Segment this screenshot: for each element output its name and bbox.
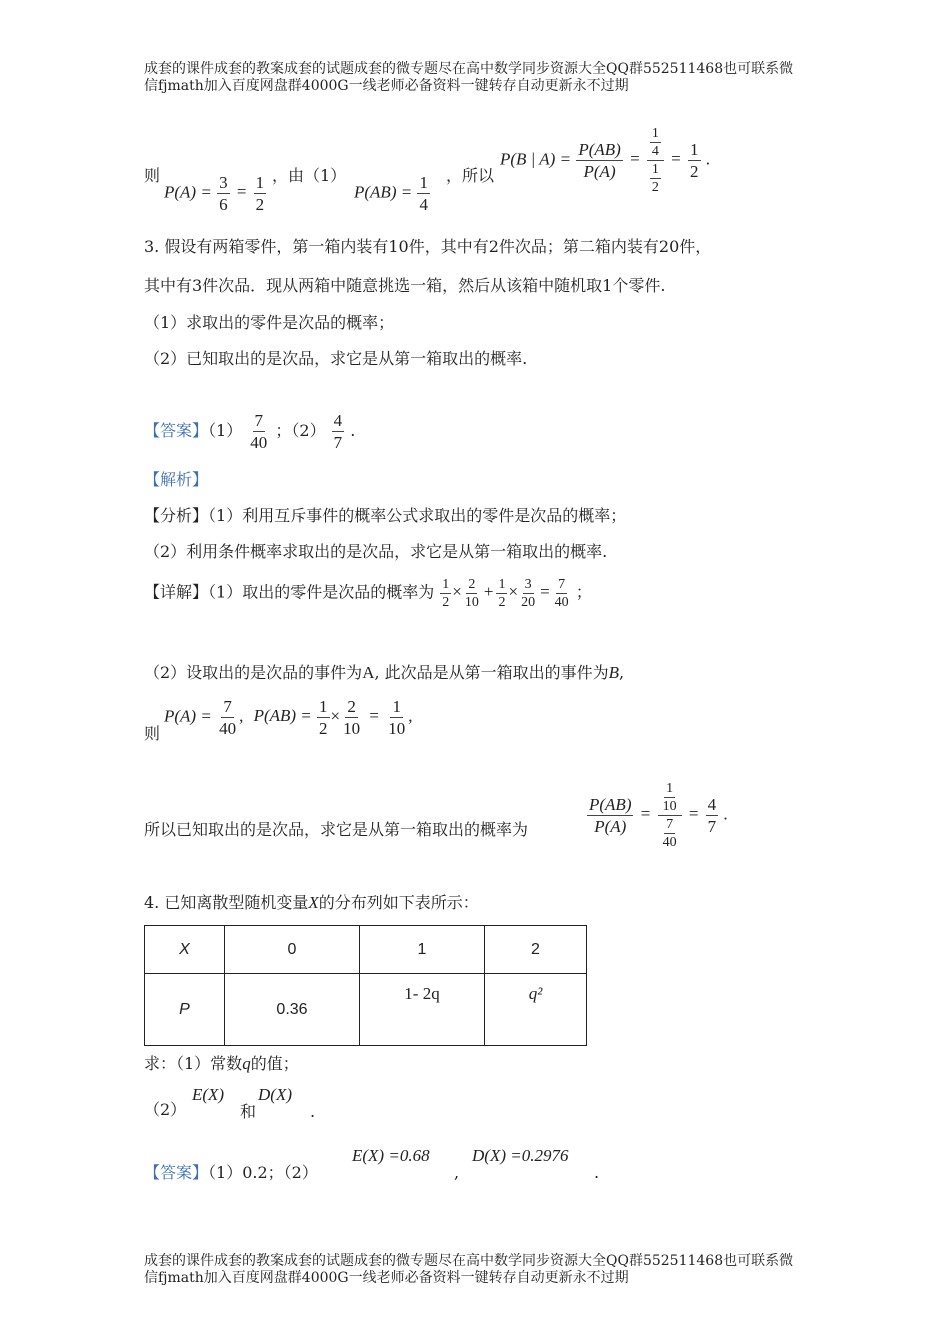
problem3-q1: （1）求取出的零件是次品的概率； [144, 313, 395, 332]
problem3-q2: （2）已知取出的是次品，求它是从第一箱取出的概率. [144, 349, 528, 368]
table-cell: 1- 2q [360, 974, 485, 1046]
problem3-line2: 其中有3件次品．现从两箱中随意挑选一箱，然后从该箱中随机取1个零件. [144, 276, 666, 295]
fraction: $\frac{P(AB)}{P(A)}$ [589, 795, 632, 836]
ex-symbol: E(X) [192, 1085, 225, 1104]
footer-line-2: 信fjmath加入百度网盘群4000G一线老师必备资料一键转存自动更新永不过期 [144, 1270, 629, 1286]
you-label: ，由（1） [272, 166, 347, 185]
fraction: $\frac{7}{40}$ [219, 697, 237, 738]
header-line-1: 成套的课件成套的教案成套的试题成套的微专题尽在高中数学同步资源大全QQ群552511468也可联系微 [144, 61, 794, 77]
ze-label: 则 [144, 166, 161, 185]
fraction: $\frac{4}{7}$ [333, 411, 343, 452]
he-label: 和 [240, 1102, 257, 1121]
fraction: $\frac{1}{2}$ [690, 140, 699, 181]
conditional-prob-equation: P(B | A) = $\frac{P(AB)}{P(A)}$ = $\frac{\frac{1}{4}}{\frac{1}{2}}$ = $\frac{1}{2}$ . [500, 126, 710, 195]
pa-pab-equation: P(A) = $\frac{7}{40}$ , P(AB) = $\frac{1}{2}$ × $\frac{2}{10}$ = $\frac{1}{10}$ , [164, 697, 413, 738]
fraction: $\frac{4}{7}$ [707, 795, 717, 836]
problem4-intro: 4. 已知离散型随机变量X的分布列如下表所示： [144, 893, 479, 912]
fraction: $\frac{1}{4}$ [419, 173, 428, 214]
fraction: $\frac{7}{40}$ [250, 411, 268, 452]
fraction: $\frac{1}{10}$ [388, 697, 406, 738]
table-cell: 0.36 [225, 974, 360, 1046]
fraction: $\frac{7}{40}$ [554, 577, 569, 610]
xiangjie-line2: （2）设取出的是次品的事件为A, 此次品是从第一箱取出的事件为B, [144, 663, 625, 682]
answer4-line: 【答案】（1）0.2；（2） [144, 1163, 318, 1182]
table-cell: 2 [485, 926, 587, 974]
fraction: $\frac{2}{10}$ [464, 577, 479, 610]
pa-equation: P(A) = $\frac{3}{6}$ = $\frac{1}{2}$ [164, 173, 265, 214]
q2-end: . [310, 1102, 316, 1121]
fraction: $\frac{1}{2}$ [498, 577, 506, 610]
ex-answer: E(X) =0.68 [352, 1146, 430, 1165]
table-row [145, 974, 587, 1046]
suoyi-label: ，所以 [446, 166, 495, 185]
compound-fraction: $\frac{\frac{1}{4}}{\frac{1}{2}}$ [647, 125, 664, 196]
table-cell: 0 [225, 926, 360, 974]
table-cell: q² [485, 974, 587, 1046]
final-text: 所以已知取出的是次品，求它是从第一箱取出的概率为 [144, 820, 529, 839]
table-cell: X [145, 926, 225, 974]
distribution-table [144, 925, 587, 1046]
fenxi-line1: 【分析】（1）利用互斥事件的概率公式求取出的零件是次品的概率； [144, 506, 627, 525]
fraction: $\frac{P(AB)}{P(A)}$ [578, 140, 621, 181]
answer-tag: 【答案】 [144, 1163, 209, 1182]
ze-label-2: 则 [144, 724, 161, 743]
fraction: $\frac{1}{2}$ [442, 577, 450, 610]
answer4-end: . [594, 1163, 600, 1182]
answer3-line: 【答案】（1） $\frac{7}{40}$ ；（2） $\frac{4}{7}$ . [144, 411, 356, 452]
dx-answer: D(X) =0.2976 [472, 1146, 569, 1165]
problem4-q1: 求：（1）常数q的值； [144, 1054, 299, 1073]
table-cell: P [145, 974, 225, 1046]
xiangjie-line1: 【详解】（1）取出的零件是次品的概率为 $\frac{1}{2}$ × $\frac{2}{10}$ + $\frac{1}{2}$ × $\frac{3}{20}$ = $\frac{7}{40}$ ； [144, 577, 592, 610]
final-equation: $\frac{P(AB)}{P(A)}$ = $\frac{\frac{1}{10}}{\frac{7}{40}}$ = $\frac{4}{7}$ . [589, 781, 728, 850]
table-row [145, 926, 587, 974]
table-cell: 1 [360, 926, 485, 974]
header-line-2: 信fjmath加入百度网盘群4000G一线老师必备资料一键转存自动更新永不过期 [144, 78, 629, 94]
fraction: $\frac{1}{2}$ [319, 697, 328, 738]
dx-symbol: D(X) [258, 1085, 292, 1104]
fraction: $\frac{3}{6}$ [219, 173, 228, 214]
fenxi-line2: （2）利用条件概率求取出的是次品，求它是从第一箱取出的概率. [144, 542, 608, 561]
fraction: $\frac{3}{20}$ [521, 577, 536, 610]
answer4-comma: , [454, 1163, 460, 1182]
pab-equation: P(AB) = $\frac{1}{4}$ [354, 173, 428, 214]
compound-fraction: $\frac{\frac{1}{10}}{\frac{7}{40}}$ [658, 780, 682, 851]
footer-line-1: 成套的课件成套的教案成套的试题成套的微专题尽在高中数学同步资源大全QQ群552511468也可联系微 [144, 1253, 794, 1269]
fraction: $\frac{1}{2}$ [255, 173, 265, 214]
fraction: $\frac{2}{10}$ [343, 697, 361, 738]
problem3-line1: 3. 假设有两箱零件，第一箱内装有10件，其中有2件次品；第二箱内装有20件， [144, 237, 712, 256]
answer-tag: 【答案】 [144, 421, 209, 440]
jiexi-tag: 【解析】 [144, 470, 209, 489]
problem4-q2: （2） [144, 1100, 187, 1119]
